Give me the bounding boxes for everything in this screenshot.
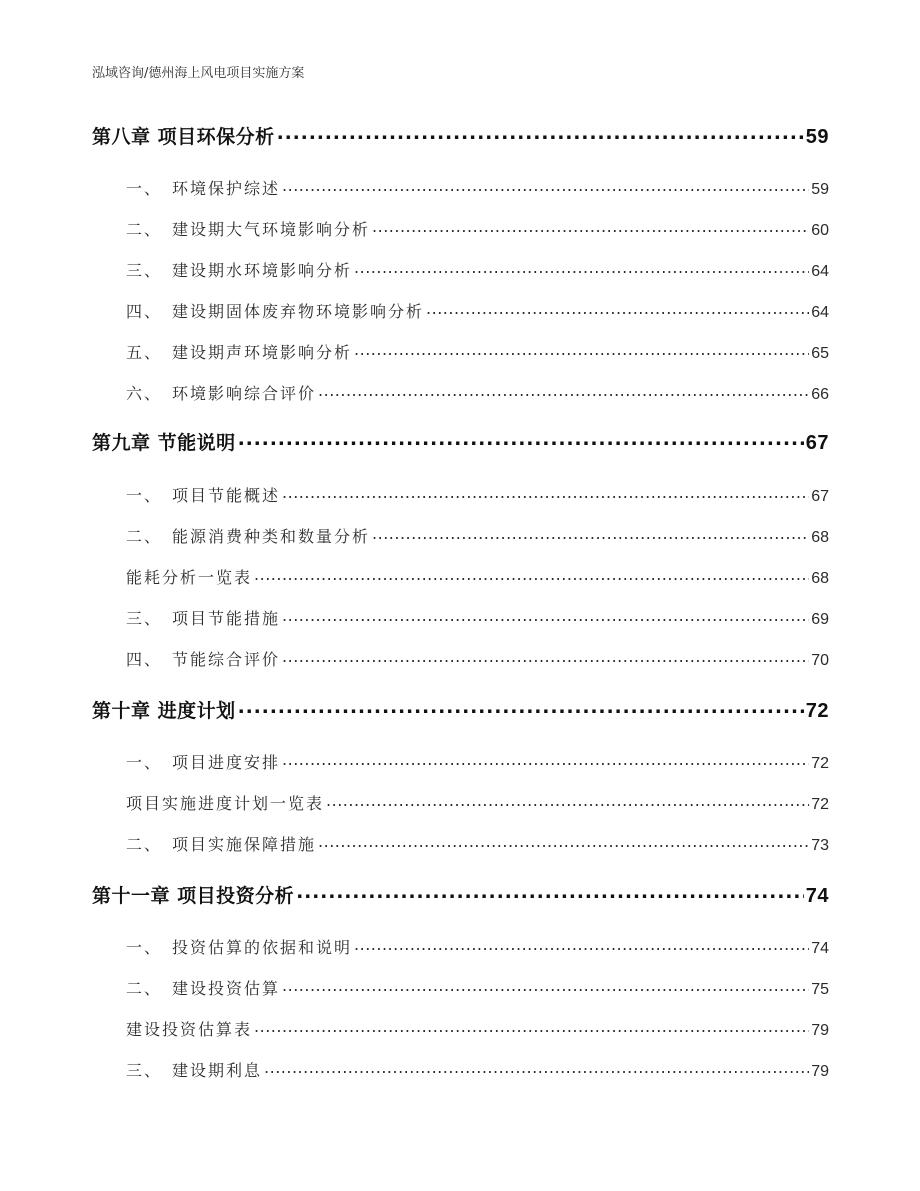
toc-section-prefix: 二、: [126, 979, 163, 998]
toc-entry-title: 项目实施进度计划一览表: [126, 794, 325, 813]
toc-page-number: 59: [811, 181, 829, 198]
toc-entry-title: 项目实施保障措施: [172, 835, 317, 854]
toc-section-prefix: 四、: [126, 302, 163, 321]
toc-entry-title: 建设投资估算: [172, 979, 281, 998]
toc-page-number: 72: [805, 700, 829, 722]
dot-leader: [282, 649, 809, 665]
toc-section-9-3[interactable]: [92, 606, 829, 629]
dot-leader: [238, 430, 804, 449]
toc-entry-title: 建设期水环境影响分析: [172, 261, 353, 280]
toc-entry-title: 建设期利息: [172, 1061, 263, 1080]
toc-page-number: 68: [811, 570, 829, 587]
toc-entry-title: 第九章 节能说明: [92, 432, 236, 454]
toc-entry-title: 建设期大气环境影响分析: [172, 220, 371, 239]
dot-leader: [254, 1019, 809, 1035]
toc-section-8-1[interactable]: [92, 176, 829, 199]
toc-table-investment[interactable]: [92, 1017, 829, 1040]
toc-section-8-4[interactable]: [92, 299, 829, 322]
toc-section-11-2[interactable]: [92, 976, 829, 999]
toc-section-11-3[interactable]: [92, 1058, 829, 1081]
toc-chapter-10[interactable]: [92, 696, 829, 723]
toc-entry-title: 建设投资估算表: [126, 1020, 253, 1039]
toc-section-11-1[interactable]: [92, 935, 829, 958]
toc-chapter-9[interactable]: [92, 428, 829, 455]
dot-leader: [354, 260, 809, 276]
toc-section-prefix: 一、: [126, 179, 163, 198]
toc-entry-title: 第八章 项目环保分析: [92, 126, 275, 148]
toc-page-number: 66: [811, 386, 829, 403]
toc-page-number: 72: [811, 755, 829, 772]
toc-section-prefix: 三、: [126, 1061, 163, 1080]
toc-entry-title: 投资估算的依据和说明: [172, 938, 353, 957]
toc-page-number: 64: [811, 304, 829, 321]
dot-leader: [326, 793, 809, 809]
dot-leader: [264, 1060, 809, 1076]
toc-section-8-3[interactable]: [92, 258, 829, 281]
toc-table-schedule[interactable]: [92, 791, 829, 814]
toc-section-8-6[interactable]: [92, 381, 829, 404]
toc-section-8-5[interactable]: [92, 340, 829, 363]
toc-page-number: 67: [811, 488, 829, 505]
toc-page-number: 68: [811, 529, 829, 546]
toc-page-number: 60: [811, 222, 829, 239]
toc-section-prefix: 五、: [126, 343, 163, 362]
toc-page-number: 74: [805, 885, 829, 907]
dot-leader: [354, 937, 809, 953]
toc-entry-title: 项目进度安排: [172, 753, 281, 772]
toc-page-number: 72: [811, 796, 829, 813]
toc-page-number: 75: [811, 981, 829, 998]
dot-leader: [277, 124, 804, 143]
dot-leader: [282, 978, 809, 994]
toc-section-prefix: 一、: [126, 486, 163, 505]
dot-leader: [318, 834, 809, 850]
toc-entry-title: 能耗分析一览表: [126, 568, 253, 587]
toc-entry-title: 节能综合评价: [172, 650, 281, 669]
toc-section-prefix: 二、: [126, 835, 163, 854]
toc-section-prefix: 三、: [126, 609, 163, 628]
dot-leader: [426, 301, 809, 317]
toc-entry-title: 第十一章 项目投资分析: [92, 885, 295, 907]
toc-page-number: 79: [811, 1063, 829, 1080]
dot-leader: [372, 219, 809, 235]
toc-page-number: 64: [811, 263, 829, 280]
toc-table-energy[interactable]: [92, 565, 829, 588]
toc-entry-title: 建设期固体废弃物环境影响分析: [172, 302, 425, 321]
toc-section-prefix: 二、: [126, 527, 163, 546]
toc-entry-title: 建设期声环境影响分析: [172, 343, 353, 362]
dot-leader: [282, 752, 809, 768]
toc-section-10-2[interactable]: [92, 832, 829, 855]
dot-leader: [318, 383, 809, 399]
toc-page-number: 69: [811, 611, 829, 628]
dot-leader: [282, 608, 809, 624]
toc-entry-title: 环境影响综合评价: [172, 384, 317, 403]
toc-page-number: 70: [811, 652, 829, 669]
toc-entry-title: 能源消费种类和数量分析: [172, 527, 371, 546]
toc-entry-title: 项目节能概述: [172, 486, 281, 505]
dot-leader: [372, 526, 809, 542]
dot-leader: [296, 883, 804, 902]
toc-section-prefix: 一、: [126, 753, 163, 772]
toc-section-prefix: 六、: [126, 384, 163, 403]
toc-section-prefix: 一、: [126, 938, 163, 957]
dot-leader: [254, 567, 809, 583]
toc-section-prefix: 三、: [126, 261, 163, 280]
toc-page-number: 73: [811, 837, 829, 854]
toc-entry-title: 第十章 进度计划: [92, 700, 236, 722]
toc-section-8-2[interactable]: [92, 217, 829, 240]
toc-section-prefix: 四、: [126, 650, 163, 669]
toc-entry-title: 环境保护综述: [172, 179, 281, 198]
dot-leader: [282, 178, 809, 194]
toc-page-number: 59: [805, 126, 829, 148]
toc-page-number: 79: [811, 1022, 829, 1039]
toc-section-9-1[interactable]: [92, 483, 829, 506]
toc-section-10-1[interactable]: [92, 750, 829, 773]
toc-section-9-4[interactable]: [92, 647, 829, 670]
running-header: 泓域咨询/德州海上风电项目实施方案: [92, 66, 305, 81]
toc-page-number: 67: [805, 432, 829, 454]
dot-leader: [238, 698, 804, 717]
toc-entry-title: 项目节能措施: [172, 609, 281, 628]
toc-chapter-11[interactable]: [92, 881, 829, 908]
dot-leader: [354, 342, 809, 358]
toc-section-prefix: 二、: [126, 220, 163, 239]
dot-leader: [282, 485, 809, 501]
toc-page-number: 65: [811, 345, 829, 362]
toc-section-9-2[interactable]: [92, 524, 829, 547]
toc-page-number: 74: [811, 940, 829, 957]
toc-chapter-8[interactable]: [92, 122, 829, 149]
